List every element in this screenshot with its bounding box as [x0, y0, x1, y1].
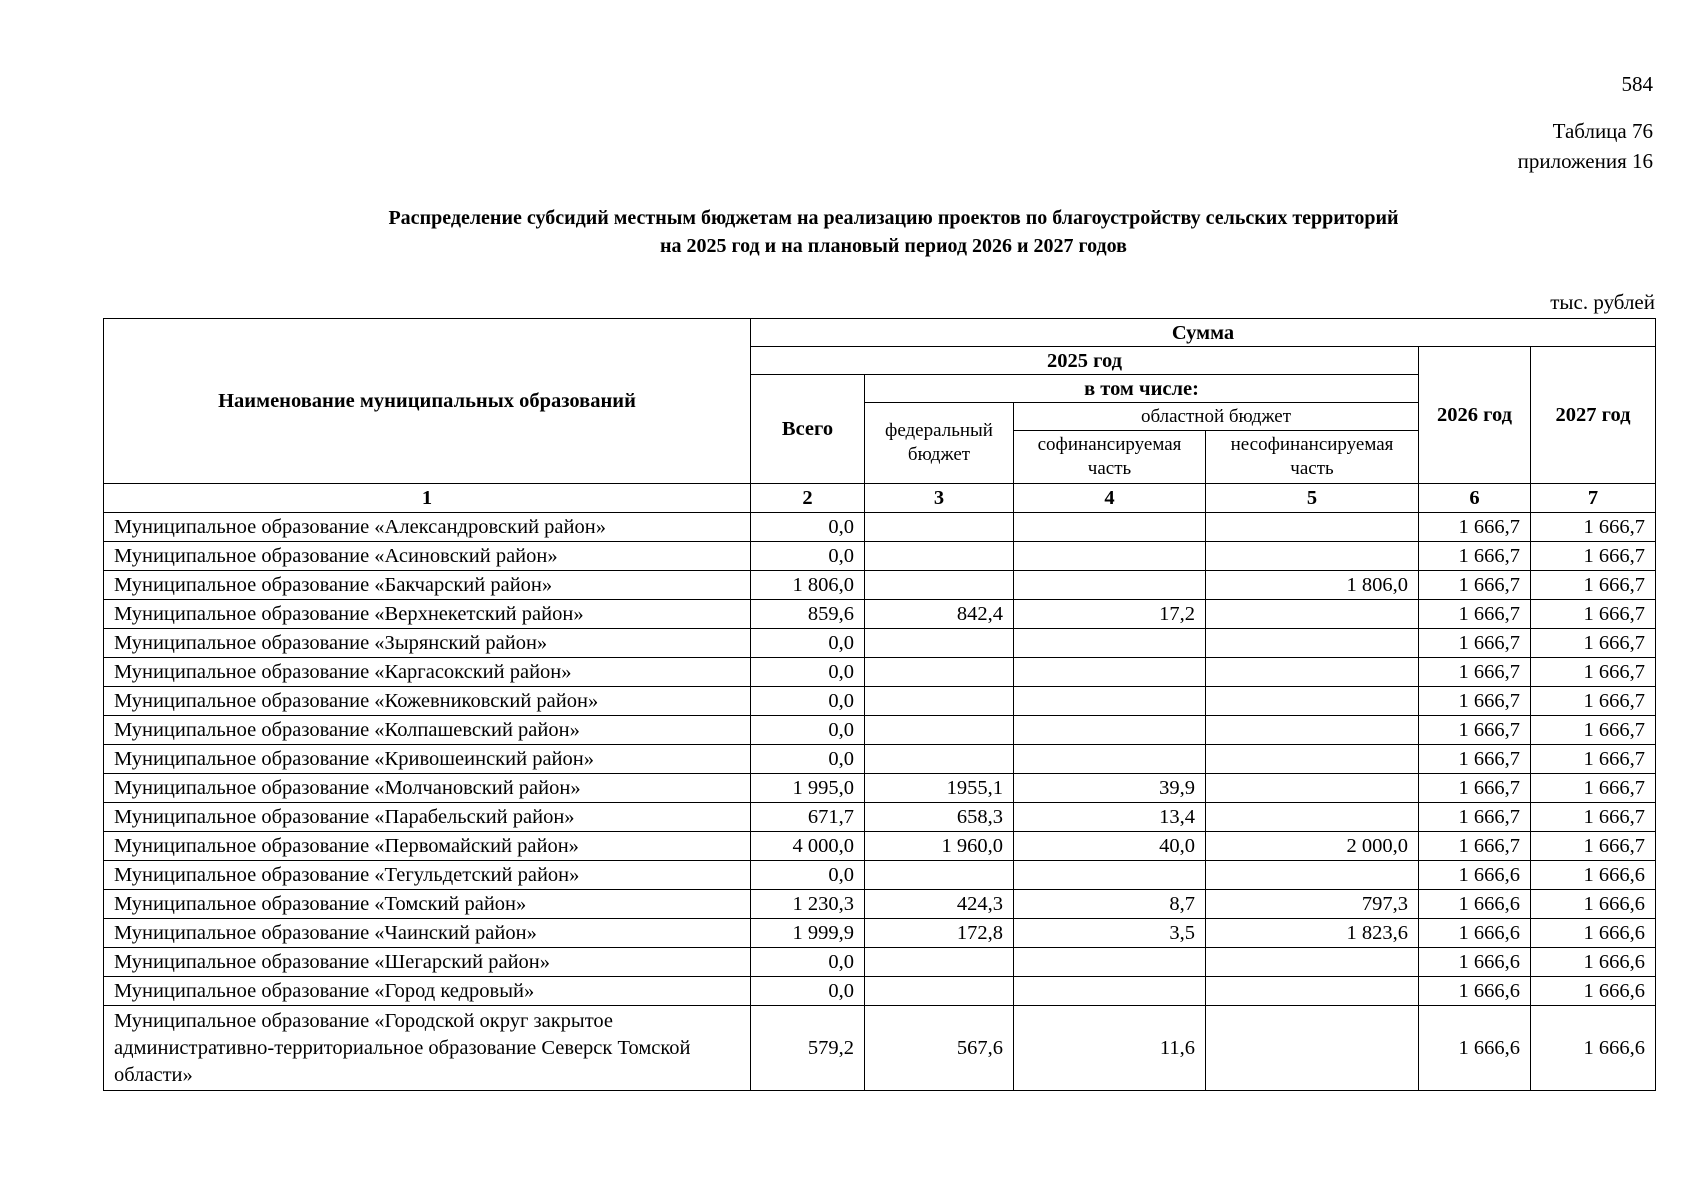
cofinanced-part-cell: 11,6: [1014, 1006, 1206, 1091]
municipality-name-cell: Муниципальное образование «Кривошеинский район»: [104, 745, 751, 774]
header-regional-budget: областной бюджет: [1014, 403, 1419, 431]
cofinanced-part-cell: [1014, 948, 1206, 977]
year-2026-cell: 1 666,6: [1419, 1006, 1531, 1091]
year-2027-cell: 1 666,7: [1531, 542, 1656, 571]
cofinanced-part-cell: [1014, 542, 1206, 571]
municipality-name-cell: Муниципальное образование «Город кедровый»: [104, 977, 751, 1006]
year-2026-cell: 1 666,7: [1419, 745, 1531, 774]
table-row: [104, 600, 1656, 629]
header-year-2025: 2025 год: [751, 347, 1419, 375]
federal-budget-cell: [865, 629, 1014, 658]
noncofinanced-part-cell: 1 806,0: [1206, 571, 1419, 600]
year-2027-cell: 1 666,6: [1531, 861, 1656, 890]
page-number: 584: [1621, 72, 1653, 96]
column-index: 4: [1014, 484, 1206, 513]
year-2027-cell: 1 666,7: [1531, 716, 1656, 745]
table-row: [104, 716, 1656, 745]
municipality-name-cell: Муниципальное образование «Кожевниковский район»: [104, 687, 751, 716]
municipality-name-cell: Муниципальное образование «Шегарский район»: [104, 948, 751, 977]
noncofinanced-part-cell: [1206, 803, 1419, 832]
subsidy-table: [103, 318, 1656, 1091]
column-index: 3: [865, 484, 1014, 513]
year-2026-cell: 1 666,7: [1419, 774, 1531, 803]
cofinanced-part-cell: 17,2: [1014, 600, 1206, 629]
total-2025-cell: 1 806,0: [751, 571, 865, 600]
table-header: [104, 319, 1656, 513]
column-index: 5: [1206, 484, 1419, 513]
table-row: [104, 803, 1656, 832]
municipality-name-cell: Муниципальное образование «Первомайский район»: [104, 832, 751, 861]
noncofinanced-part-cell: [1206, 687, 1419, 716]
table-row: [104, 687, 1656, 716]
cofinanced-part-cell: [1014, 513, 1206, 542]
header-sum: Сумма: [751, 319, 1656, 347]
table-body: [104, 513, 1656, 1091]
table-row: [104, 832, 1656, 861]
year-2026-cell: 1 666,7: [1419, 658, 1531, 687]
year-2026-cell: 1 666,6: [1419, 890, 1531, 919]
table-ref-line2: приложения 16: [1517, 149, 1653, 173]
noncofinanced-part-cell: [1206, 716, 1419, 745]
column-index: 2: [751, 484, 865, 513]
total-2025-cell: 4 000,0: [751, 832, 865, 861]
municipality-name-cell: Муниципальное образование «Каргасокский район»: [104, 658, 751, 687]
year-2026-cell: 1 666,7: [1419, 832, 1531, 861]
year-2026-cell: 1 666,7: [1419, 716, 1531, 745]
year-2027-cell: 1 666,7: [1531, 774, 1656, 803]
table-row: [104, 890, 1656, 919]
column-index: 6: [1419, 484, 1531, 513]
noncofinanced-part-cell: [1206, 1006, 1419, 1091]
year-2027-cell: 1 666,7: [1531, 571, 1656, 600]
municipality-name-cell: Муниципальное образование «Парабельский район»: [104, 803, 751, 832]
table-row: [104, 774, 1656, 803]
table-row: [104, 513, 1656, 542]
total-2025-cell: 1 230,3: [751, 890, 865, 919]
header-total: Всего: [751, 375, 865, 484]
federal-budget-cell: [865, 948, 1014, 977]
total-2025-cell: 0,0: [751, 513, 865, 542]
municipality-name-cell: Муниципальное образование «Колпашевский район»: [104, 716, 751, 745]
municipality-name-cell: Муниципальное образование «Бакчарский район»: [104, 571, 751, 600]
federal-budget-cell: 658,3: [865, 803, 1014, 832]
noncofinanced-part-cell: [1206, 629, 1419, 658]
federal-budget-cell: 567,6: [865, 1006, 1014, 1091]
table-ref-line1: Таблица 76: [1552, 119, 1653, 143]
total-2025-cell: 0,0: [751, 629, 865, 658]
noncofinanced-part-cell: [1206, 861, 1419, 890]
year-2027-cell: 1 666,6: [1531, 1006, 1656, 1091]
noncofinanced-part-cell: [1206, 600, 1419, 629]
table-row: [104, 861, 1656, 890]
federal-budget-cell: 1 960,0: [865, 832, 1014, 861]
federal-budget-cell: [865, 716, 1014, 745]
year-2026-cell: 1 666,6: [1419, 948, 1531, 977]
column-index: 1: [104, 484, 751, 513]
table-reference: [1518, 116, 1653, 176]
year-2027-cell: 1 666,6: [1531, 890, 1656, 919]
cofinanced-part-cell: [1014, 687, 1206, 716]
year-2026-cell: 1 666,6: [1419, 861, 1531, 890]
year-2027-cell: 1 666,7: [1531, 745, 1656, 774]
noncofinanced-part-cell: [1206, 542, 1419, 571]
header-cofinanced-part: софинансируемая часть: [1014, 431, 1206, 484]
table-row: [104, 571, 1656, 600]
year-2027-cell: 1 666,7: [1531, 600, 1656, 629]
federal-budget-cell: [865, 977, 1014, 1006]
table-row: [104, 1006, 1656, 1091]
year-2026-cell: 1 666,7: [1419, 571, 1531, 600]
municipality-name-cell: Муниципальное образование «Асиновский район»: [104, 542, 751, 571]
year-2026-cell: 1 666,7: [1419, 542, 1531, 571]
year-2026-cell: 1 666,6: [1419, 977, 1531, 1006]
table-row: [104, 948, 1656, 977]
year-2026-cell: 1 666,7: [1419, 687, 1531, 716]
year-2027-cell: 1 666,7: [1531, 832, 1656, 861]
total-2025-cell: 0,0: [751, 542, 865, 571]
document-title: [0, 204, 1698, 260]
federal-budget-cell: [865, 861, 1014, 890]
noncofinanced-part-cell: [1206, 977, 1419, 1006]
cofinanced-part-cell: 39,9: [1014, 774, 1206, 803]
municipality-name-cell: Муниципальное образование «Зырянский район»: [104, 629, 751, 658]
cofinanced-part-cell: [1014, 716, 1206, 745]
table-row: [104, 629, 1656, 658]
municipality-name-cell: Муниципальное образование «Верхнекетский район»: [104, 600, 751, 629]
cofinanced-part-cell: [1014, 977, 1206, 1006]
column-index: 7: [1531, 484, 1656, 513]
total-2025-cell: 0,0: [751, 716, 865, 745]
noncofinanced-part-cell: [1206, 774, 1419, 803]
total-2025-cell: 671,7: [751, 803, 865, 832]
total-2025-cell: 1 995,0: [751, 774, 865, 803]
total-2025-cell: 0,0: [751, 948, 865, 977]
federal-budget-cell: 424,3: [865, 890, 1014, 919]
header-federal-budget: федеральный бюджет: [865, 403, 1014, 484]
total-2025-cell: 1 999,9: [751, 919, 865, 948]
cofinanced-part-cell: [1014, 861, 1206, 890]
federal-budget-cell: 1955,1: [865, 774, 1014, 803]
cofinanced-part-cell: [1014, 658, 1206, 687]
cofinanced-part-cell: 13,4: [1014, 803, 1206, 832]
noncofinanced-part-cell: [1206, 745, 1419, 774]
total-2025-cell: 0,0: [751, 861, 865, 890]
header-noncofinanced-part: несофинансируемая часть: [1206, 431, 1419, 484]
federal-budget-cell: 172,8: [865, 919, 1014, 948]
cofinanced-part-cell: 3,5: [1014, 919, 1206, 948]
cofinanced-part-cell: 40,0: [1014, 832, 1206, 861]
municipality-name-cell: Муниципальное образование «Чаинский район»: [104, 919, 751, 948]
year-2027-cell: 1 666,6: [1531, 948, 1656, 977]
year-2026-cell: 1 666,7: [1419, 513, 1531, 542]
federal-budget-cell: 842,4: [865, 600, 1014, 629]
federal-budget-cell: [865, 571, 1014, 600]
federal-budget-cell: [865, 542, 1014, 571]
total-2025-cell: 0,0: [751, 687, 865, 716]
federal-budget-cell: [865, 513, 1014, 542]
year-2027-cell: 1 666,7: [1531, 629, 1656, 658]
year-2026-cell: 1 666,7: [1419, 803, 1531, 832]
year-2027-cell: 1 666,7: [1531, 513, 1656, 542]
table-row: [104, 745, 1656, 774]
header-municipality-name: Наименование муниципальных образований: [104, 319, 751, 484]
year-2027-cell: 1 666,6: [1531, 919, 1656, 948]
year-2027-cell: 1 666,7: [1531, 803, 1656, 832]
total-2025-cell: 579,2: [751, 1006, 865, 1091]
year-2026-cell: 1 666,6: [1419, 919, 1531, 948]
total-2025-cell: 0,0: [751, 745, 865, 774]
header-year-2027: 2027 год: [1531, 347, 1656, 484]
cofinanced-part-cell: [1014, 629, 1206, 658]
cofinanced-part-cell: [1014, 571, 1206, 600]
municipality-name-cell: Муниципальное образование «Молчановский район»: [104, 774, 751, 803]
year-2027-cell: 1 666,7: [1531, 687, 1656, 716]
total-2025-cell: 0,0: [751, 977, 865, 1006]
table-row: [104, 542, 1656, 571]
noncofinanced-part-cell: [1206, 513, 1419, 542]
municipality-name-cell: Муниципальное образование «Томский район»: [104, 890, 751, 919]
municipality-name-cell: Муниципальное образование «Александровский район»: [104, 513, 751, 542]
document-title-line2: на 2025 год и на плановый период 2026 и 2027 годов: [660, 235, 1127, 257]
noncofinanced-part-cell: 797,3: [1206, 890, 1419, 919]
federal-budget-cell: [865, 745, 1014, 774]
total-2025-cell: 0,0: [751, 658, 865, 687]
year-2026-cell: 1 666,7: [1419, 629, 1531, 658]
header-including: в том числе:: [865, 375, 1419, 403]
noncofinanced-part-cell: [1206, 948, 1419, 977]
table-row: [104, 919, 1656, 948]
municipality-name-cell: Муниципальное образование «Городской округ закрытое административно-территориальное образование Северск Томской области»: [104, 1006, 751, 1091]
federal-budget-cell: [865, 658, 1014, 687]
year-2027-cell: 1 666,7: [1531, 658, 1656, 687]
cofinanced-part-cell: 8,7: [1014, 890, 1206, 919]
noncofinanced-part-cell: [1206, 658, 1419, 687]
noncofinanced-part-cell: 2 000,0: [1206, 832, 1419, 861]
year-2027-cell: 1 666,6: [1531, 977, 1656, 1006]
municipality-name-cell: Муниципальное образование «Тегульдетский район»: [104, 861, 751, 890]
noncofinanced-part-cell: 1 823,6: [1206, 919, 1419, 948]
year-2026-cell: 1 666,7: [1419, 600, 1531, 629]
units-label: тыс. рублей: [1550, 290, 1655, 314]
header-year-2026: 2026 год: [1419, 347, 1531, 484]
document-title-line1: Распределение субсидий местным бюджетам на реализацию проектов по благоустройству сельских территорий: [388, 207, 1399, 229]
cofinanced-part-cell: [1014, 745, 1206, 774]
total-2025-cell: 859,6: [751, 600, 865, 629]
table-row: [104, 658, 1656, 687]
table-row: [104, 977, 1656, 1006]
federal-budget-cell: [865, 687, 1014, 716]
